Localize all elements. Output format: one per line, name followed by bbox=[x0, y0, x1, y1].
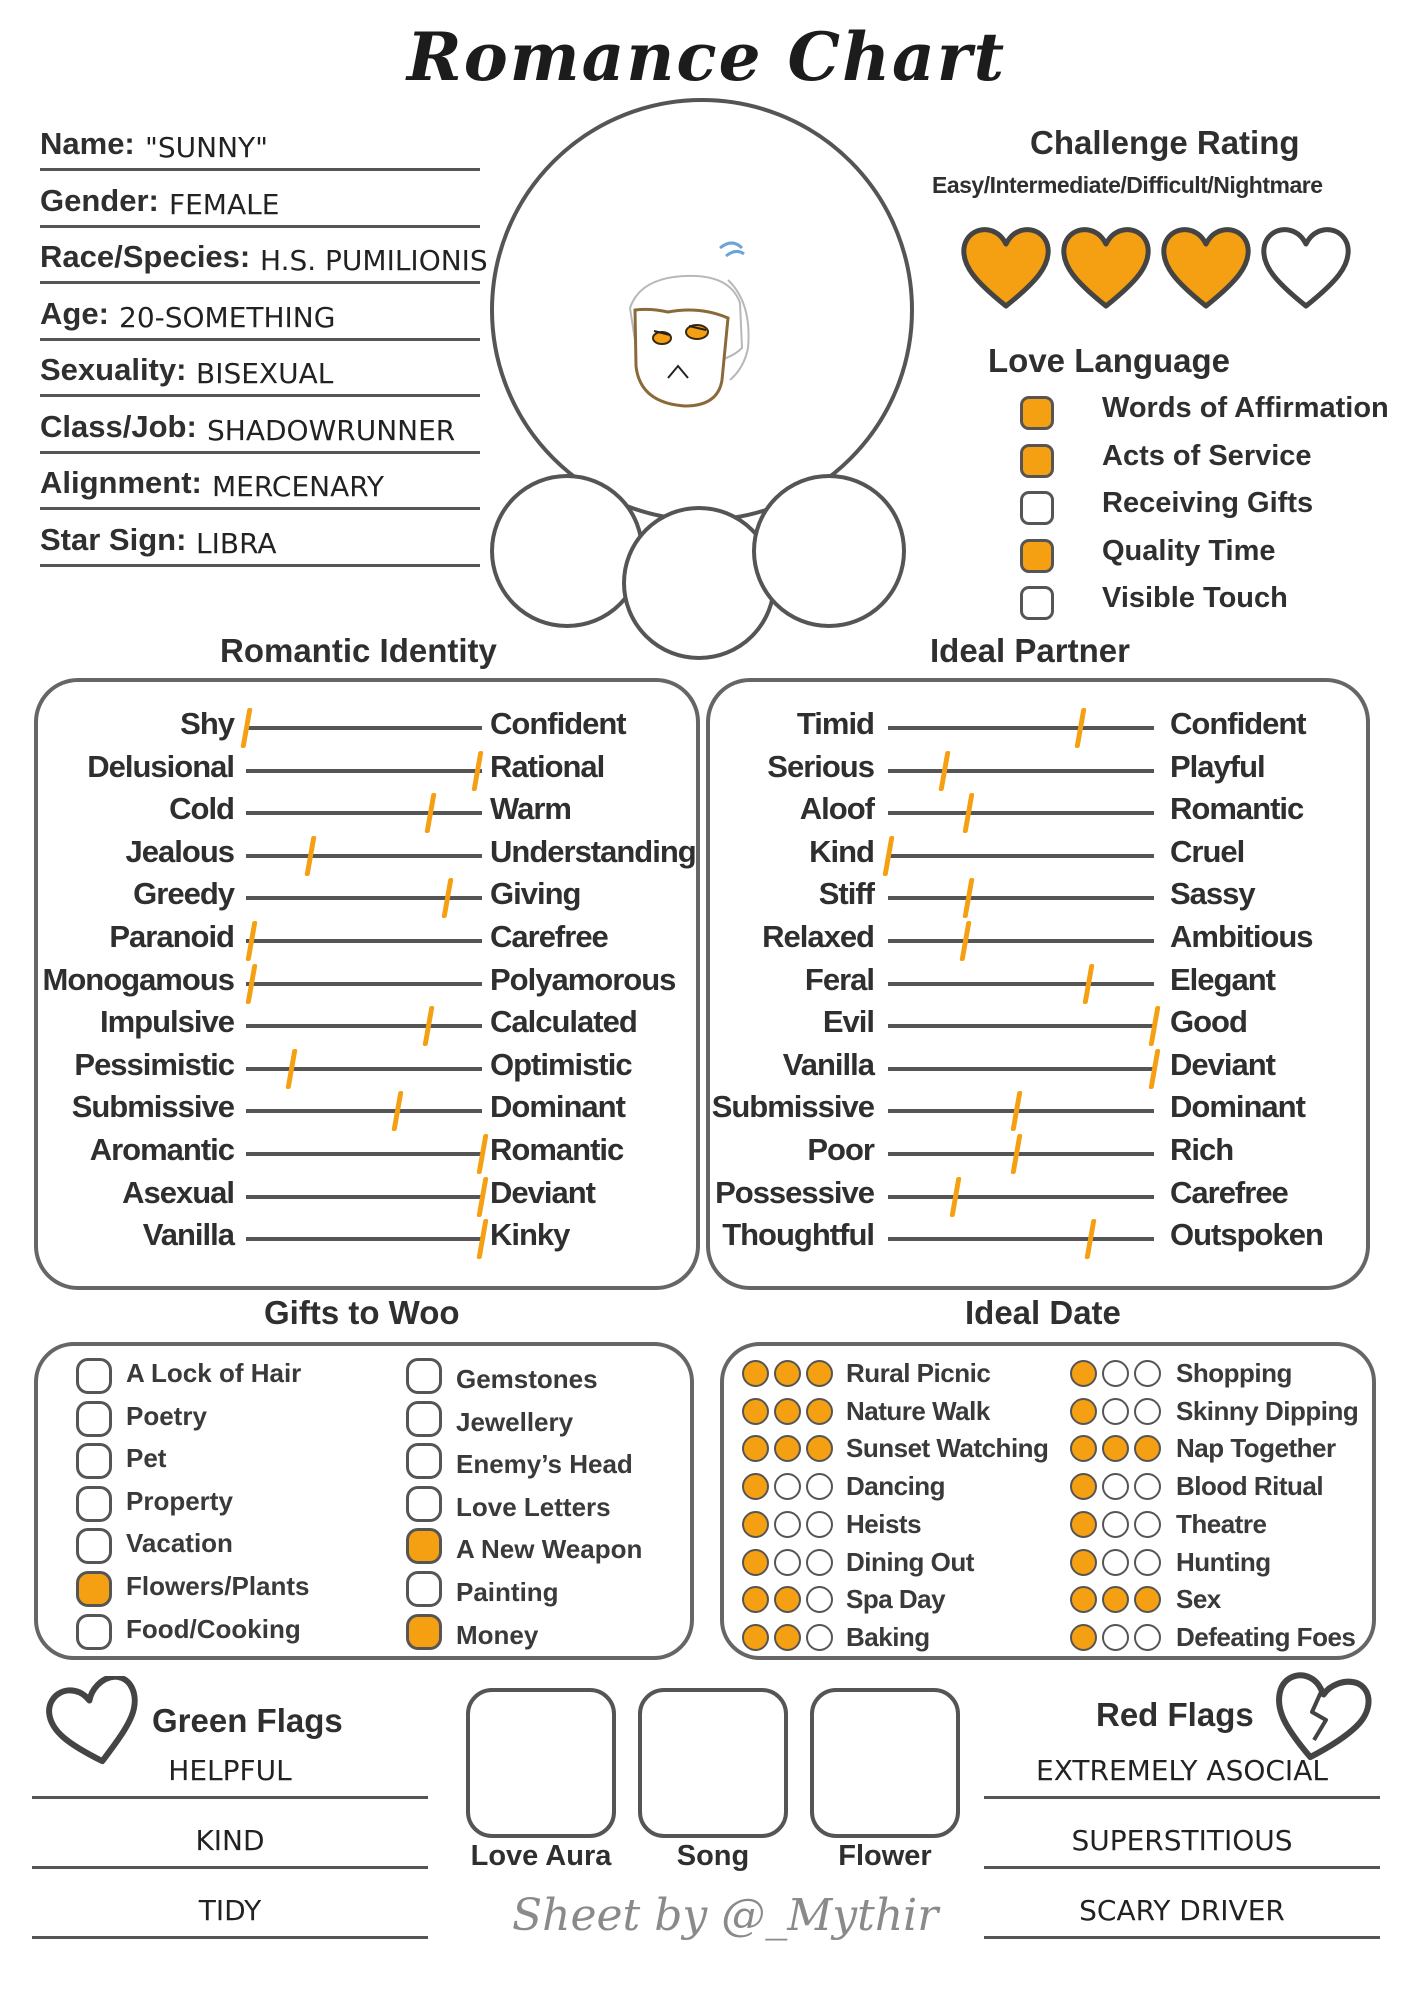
info-label: Gender: bbox=[40, 182, 159, 218]
slider-track[interactable] bbox=[246, 1152, 482, 1156]
date-rating-dot[interactable] bbox=[1134, 1511, 1161, 1538]
date-rating-dot[interactable] bbox=[742, 1511, 769, 1538]
date-rating-dot[interactable] bbox=[1134, 1624, 1161, 1651]
slider-right-label: Good bbox=[1170, 1004, 1247, 1040]
info-label: Alignment: bbox=[40, 465, 202, 500]
date-rating-dot[interactable] bbox=[1134, 1473, 1161, 1500]
gift-label: Jewellery bbox=[456, 1406, 574, 1437]
date-rating-dot[interactable] bbox=[1102, 1624, 1129, 1651]
gift-label: Painting bbox=[456, 1577, 559, 1607]
date-rating-dot[interactable] bbox=[1102, 1473, 1129, 1500]
aura-box[interactable] bbox=[638, 1688, 788, 1838]
date-rating-dot[interactable] bbox=[774, 1586, 801, 1613]
portrait-circle bbox=[490, 98, 914, 522]
slider-right-label: Polyamorous bbox=[490, 961, 676, 997]
slider-track[interactable] bbox=[888, 854, 1154, 858]
slider-right-label: Confident bbox=[490, 706, 626, 741]
date-rating-dot[interactable] bbox=[1102, 1549, 1129, 1576]
slider-track[interactable] bbox=[246, 1195, 482, 1199]
slider-right-label: Deviant bbox=[1170, 1046, 1275, 1082]
slider-left-label: Delusional bbox=[87, 748, 234, 784]
slider-right-label: Confident bbox=[1170, 706, 1306, 741]
slider-track[interactable] bbox=[246, 1109, 482, 1113]
info-label: Class/Job: bbox=[40, 408, 197, 444]
love-language-label: Words of Affirmation bbox=[1102, 392, 1389, 424]
gift-label: Food/Cooking bbox=[126, 1613, 301, 1644]
slider-right-label: Warm bbox=[490, 791, 571, 827]
date-label: Blood Ritual bbox=[1176, 1471, 1324, 1502]
slider-left-label: Vanilla bbox=[782, 1046, 874, 1082]
slider-left-label: Serious bbox=[767, 748, 874, 784]
slider-left-label: Evil bbox=[822, 1004, 874, 1040]
love-language-checkbox[interactable] bbox=[1020, 444, 1054, 478]
date-rating-dot[interactable] bbox=[742, 1586, 769, 1613]
info-label: Sexuality: bbox=[40, 352, 187, 387]
slider-left-label: Kind bbox=[809, 833, 874, 869]
slider-left-label: Relaxed bbox=[762, 919, 874, 954]
flag-line bbox=[984, 1936, 1380, 1939]
date-rating-dot[interactable] bbox=[742, 1360, 769, 1387]
flag-line bbox=[984, 1796, 1380, 1799]
love-language-checkbox[interactable] bbox=[1020, 491, 1054, 525]
slider-track[interactable] bbox=[888, 1152, 1154, 1156]
info-value[interactable]: "SUNNY" bbox=[145, 131, 269, 164]
gift-checkbox[interactable] bbox=[406, 1401, 442, 1437]
slider-right-label: Cruel bbox=[1170, 833, 1245, 869]
challenge-rating-heading: Challenge Rating bbox=[1030, 124, 1300, 161]
gifts-heading: Gifts to Woo bbox=[264, 1294, 460, 1331]
flag-value[interactable]: SCARY DRIVER bbox=[1079, 1894, 1285, 1927]
gift-label: Property bbox=[126, 1485, 233, 1516]
gift-label: A Lock of Hair bbox=[126, 1358, 302, 1388]
date-label: Rural Picnic bbox=[846, 1358, 991, 1388]
slider-right-label: Playful bbox=[1170, 748, 1265, 784]
info-label: Race/Species: bbox=[40, 239, 251, 274]
flag-line bbox=[984, 1866, 1380, 1869]
slider-track[interactable] bbox=[888, 896, 1154, 900]
date-rating-dot[interactable] bbox=[1134, 1586, 1161, 1613]
slider-track[interactable] bbox=[246, 769, 482, 773]
love-language-checkbox[interactable] bbox=[1020, 586, 1054, 620]
broken-heart-icon bbox=[1266, 1668, 1372, 1764]
slider-right-label: Romantic bbox=[490, 1132, 624, 1167]
slider-track[interactable] bbox=[246, 1067, 482, 1071]
slider-track[interactable] bbox=[246, 811, 482, 815]
slider-left-label: Feral bbox=[804, 961, 874, 997]
gift-label: Enemy’s Head bbox=[456, 1449, 633, 1480]
info-row bbox=[40, 508, 480, 567]
info-row bbox=[40, 451, 480, 510]
slider-right-label: Dominant bbox=[490, 1089, 625, 1125]
love-language-label: Visible Touch bbox=[1102, 582, 1288, 614]
slider-track[interactable] bbox=[246, 1237, 482, 1241]
slider-right-label: Kinky bbox=[490, 1217, 570, 1253]
date-rating-dot[interactable] bbox=[742, 1624, 769, 1651]
love-language-checkbox[interactable] bbox=[1020, 396, 1054, 430]
slider-left-label: Cold bbox=[169, 791, 234, 827]
heart-empty-icon[interactable] bbox=[1256, 222, 1356, 312]
info-value[interactable]: MERCENARY bbox=[212, 470, 385, 503]
gift-checkbox[interactable] bbox=[76, 1443, 112, 1479]
gift-checkbox[interactable] bbox=[76, 1528, 112, 1564]
slider-right-label: Rich bbox=[1170, 1132, 1234, 1167]
date-rating-dot[interactable] bbox=[806, 1586, 833, 1613]
character-sketch-icon bbox=[490, 98, 914, 522]
slider-left-label: Possessive bbox=[715, 1174, 874, 1210]
slider-right-label: Sassy bbox=[1170, 876, 1255, 912]
info-row bbox=[40, 338, 480, 397]
heart-filled-icon[interactable] bbox=[1156, 222, 1256, 312]
ideal-date-heading: Ideal Date bbox=[965, 1294, 1121, 1331]
date-rating-dot[interactable] bbox=[774, 1473, 801, 1500]
date-rating-dot[interactable] bbox=[806, 1511, 833, 1538]
heart-filled-icon[interactable] bbox=[1056, 222, 1156, 312]
gift-checkbox[interactable] bbox=[406, 1528, 442, 1564]
slider-left-label: Impulsive bbox=[100, 1004, 234, 1040]
date-label: Skinny Dipping bbox=[1176, 1395, 1359, 1426]
date-label: Nature Walk bbox=[846, 1395, 990, 1426]
slider-track[interactable] bbox=[888, 1024, 1154, 1028]
aura-box-label: Flower bbox=[838, 1840, 932, 1872]
gift-checkbox[interactable] bbox=[406, 1443, 442, 1479]
gift-checkbox[interactable] bbox=[406, 1486, 442, 1522]
info-value[interactable]: FEMALE bbox=[169, 187, 280, 221]
portrait-small-circle-right bbox=[752, 474, 906, 628]
gift-label: Love Letters bbox=[456, 1491, 611, 1522]
challenge-rating-scale: Easy/Intermediate/Difficult/Nightmare bbox=[932, 172, 1323, 198]
date-rating-dot[interactable] bbox=[806, 1398, 833, 1425]
aura-box[interactable] bbox=[810, 1688, 960, 1838]
slider-left-label: Greedy bbox=[133, 876, 234, 912]
slider-left-label: Timid bbox=[796, 706, 874, 741]
info-label: Star Sign: bbox=[40, 521, 187, 557]
slider-right-label: Understanding bbox=[490, 833, 696, 869]
flag-value[interactable]: KIND bbox=[195, 1824, 265, 1857]
date-rating-dot[interactable] bbox=[742, 1398, 769, 1425]
slider-track[interactable] bbox=[246, 726, 482, 730]
slider-left-label: Jealous bbox=[125, 833, 234, 869]
love-language-checkbox[interactable] bbox=[1020, 539, 1054, 573]
info-value[interactable]: BISEXUAL bbox=[196, 357, 334, 390]
sheet-credit: Sheet by @_Mythir bbox=[512, 1890, 939, 1941]
gift-label: Gemstones bbox=[456, 1364, 598, 1394]
gift-label: A New Weapon bbox=[456, 1534, 643, 1565]
slider-track[interactable] bbox=[888, 811, 1154, 815]
date-rating-dot[interactable] bbox=[1102, 1398, 1129, 1425]
heart-filled-icon[interactable] bbox=[956, 222, 1056, 312]
love-language-label: Quality Time bbox=[1102, 534, 1276, 567]
flag-value[interactable]: EXTREMELY ASOCIAL bbox=[1036, 1754, 1328, 1787]
gift-label: Money bbox=[456, 1619, 539, 1650]
date-rating-dot[interactable] bbox=[1070, 1586, 1097, 1613]
slider-track[interactable] bbox=[888, 1195, 1154, 1199]
slider-track[interactable] bbox=[246, 939, 482, 943]
aura-box-label: Song bbox=[676, 1840, 750, 1872]
info-label: Name: bbox=[40, 126, 135, 161]
red-flags-heading: Red Flags bbox=[1096, 1696, 1254, 1733]
date-label: Heists bbox=[846, 1508, 922, 1539]
date-rating-dot[interactable] bbox=[806, 1473, 833, 1500]
slider-left-label: Submissive bbox=[71, 1089, 234, 1125]
slider-track[interactable] bbox=[888, 769, 1154, 773]
flag-line bbox=[32, 1936, 428, 1939]
info-row bbox=[40, 395, 480, 454]
date-rating-dot[interactable] bbox=[1102, 1511, 1129, 1538]
gift-label: Vacation bbox=[126, 1528, 233, 1559]
date-rating-dot[interactable] bbox=[774, 1549, 801, 1576]
date-rating-dot[interactable] bbox=[1070, 1549, 1097, 1576]
slider-track[interactable] bbox=[246, 1024, 482, 1028]
love-language-label: Receiving Gifts bbox=[1102, 487, 1314, 519]
slider-track[interactable] bbox=[888, 1237, 1154, 1241]
flag-value[interactable]: TIDY bbox=[198, 1894, 262, 1927]
date-rating-dot[interactable] bbox=[1070, 1398, 1097, 1425]
gift-checkbox[interactable] bbox=[406, 1614, 442, 1650]
slider-right-label: Rational bbox=[490, 748, 605, 784]
date-rating-dot[interactable] bbox=[1070, 1360, 1097, 1387]
slider-left-label: Asexual bbox=[122, 1174, 234, 1210]
slider-right-label: Romantic bbox=[1170, 791, 1304, 827]
gift-checkbox[interactable] bbox=[406, 1358, 442, 1394]
slider-left-label: Submissive bbox=[711, 1089, 874, 1125]
ideal-partner-heading: Ideal Partner bbox=[930, 632, 1130, 669]
slider-right-label: Carefree bbox=[1170, 1174, 1288, 1210]
date-rating-dot[interactable] bbox=[774, 1398, 801, 1425]
slider-right-label: Deviant bbox=[490, 1174, 595, 1210]
slider-track[interactable] bbox=[888, 1109, 1154, 1113]
date-rating-dot[interactable] bbox=[806, 1360, 833, 1387]
date-rating-dot[interactable] bbox=[774, 1511, 801, 1538]
love-language-label: Acts of Service bbox=[1102, 439, 1312, 472]
gift-checkbox[interactable] bbox=[76, 1614, 112, 1650]
date-label: Theatre bbox=[1176, 1508, 1267, 1539]
date-rating-dot[interactable] bbox=[1134, 1398, 1161, 1425]
green-flags-heading: Green Flags bbox=[152, 1702, 343, 1739]
date-label: Sunset Watching bbox=[846, 1433, 1049, 1464]
date-label: Sex bbox=[1176, 1584, 1221, 1615]
gift-checkbox[interactable] bbox=[76, 1486, 112, 1522]
slider-left-label: Thoughtful bbox=[722, 1217, 874, 1253]
portrait-small-circle-left bbox=[490, 474, 644, 628]
flag-value[interactable]: HELPFUL bbox=[168, 1754, 292, 1787]
date-label: Baking bbox=[846, 1621, 930, 1652]
slider-right-label: Calculated bbox=[490, 1004, 637, 1040]
slider-right-label: Ambitious bbox=[1170, 919, 1313, 954]
slider-track[interactable] bbox=[888, 982, 1154, 986]
date-rating-dot[interactable] bbox=[1070, 1473, 1097, 1500]
info-row bbox=[40, 282, 480, 341]
aura-box-label: Love Aura bbox=[470, 1840, 612, 1872]
slider-left-label: Shy bbox=[180, 706, 234, 741]
gift-checkbox[interactable] bbox=[406, 1571, 442, 1607]
date-rating-dot[interactable] bbox=[1134, 1360, 1161, 1387]
date-rating-dot[interactable] bbox=[742, 1549, 769, 1576]
info-value[interactable]: 20-SOMETHING bbox=[119, 300, 336, 334]
romantic-identity-heading: Romantic Identity bbox=[220, 632, 497, 669]
date-rating-dot[interactable] bbox=[1102, 1360, 1129, 1387]
date-rating-dot[interactable] bbox=[1102, 1586, 1129, 1613]
info-row bbox=[40, 225, 488, 284]
info-value[interactable]: LIBRA bbox=[196, 526, 277, 560]
slider-left-label: Aromantic bbox=[89, 1132, 234, 1167]
date-label: Shopping bbox=[1176, 1358, 1292, 1388]
date-rating-dot[interactable] bbox=[742, 1473, 769, 1500]
slider-left-label: Stiff bbox=[818, 876, 874, 912]
date-rating-dot[interactable] bbox=[1070, 1624, 1097, 1651]
love-language-heading: Love Language bbox=[988, 342, 1231, 379]
gift-checkbox[interactable] bbox=[76, 1571, 112, 1607]
slider-left-label: Aloof bbox=[799, 791, 874, 827]
info-row bbox=[40, 112, 480, 171]
date-label: Spa Day bbox=[846, 1584, 946, 1615]
portrait-small-circle-middle bbox=[622, 506, 776, 660]
date-label: Hunting bbox=[1176, 1546, 1271, 1577]
flag-line bbox=[32, 1796, 428, 1799]
slider-track[interactable] bbox=[888, 1067, 1154, 1071]
info-row bbox=[40, 169, 480, 228]
slider-left-label: Poor bbox=[807, 1132, 874, 1167]
gift-label: Poetry bbox=[126, 1400, 207, 1431]
flag-line bbox=[32, 1866, 428, 1869]
slider-right-label: Carefree bbox=[490, 919, 608, 954]
slider-right-label: Outspoken bbox=[1170, 1217, 1323, 1253]
slider-left-label: Pessimistic bbox=[74, 1046, 234, 1082]
slider-right-label: Elegant bbox=[1170, 961, 1275, 997]
gift-checkbox[interactable] bbox=[76, 1401, 112, 1437]
slider-track[interactable] bbox=[888, 726, 1154, 730]
gift-checkbox[interactable] bbox=[76, 1358, 112, 1394]
slider-right-label: Giving bbox=[490, 876, 581, 912]
slider-right-label: Dominant bbox=[1170, 1089, 1305, 1125]
slider-left-label: Vanilla bbox=[142, 1217, 234, 1253]
date-label: Defeating Foes bbox=[1176, 1621, 1356, 1652]
flag-value[interactable]: SUPERSTITIOUS bbox=[1071, 1824, 1293, 1857]
date-rating-dot[interactable] bbox=[1134, 1549, 1161, 1576]
gift-label: Pet bbox=[126, 1443, 167, 1474]
date-rating-dot[interactable] bbox=[806, 1549, 833, 1576]
slider-track[interactable] bbox=[246, 982, 482, 986]
slider-left-label: Paranoid bbox=[109, 919, 234, 954]
aura-box[interactable] bbox=[466, 1688, 616, 1838]
date-rating-dot[interactable] bbox=[774, 1360, 801, 1387]
date-rating-dot[interactable] bbox=[1070, 1511, 1097, 1538]
date-rating-dot[interactable] bbox=[806, 1624, 833, 1651]
info-value[interactable]: SHADOWRUNNER bbox=[207, 413, 456, 447]
slider-left-label: Monogamous bbox=[42, 961, 234, 997]
slider-track[interactable] bbox=[246, 854, 482, 858]
info-label: Age: bbox=[40, 295, 109, 331]
slider-track[interactable] bbox=[888, 939, 1154, 943]
page-title: Romance Chart bbox=[406, 18, 1007, 96]
date-rating-dot[interactable] bbox=[774, 1624, 801, 1651]
slider-right-label: Optimistic bbox=[490, 1046, 632, 1082]
date-label: Dining Out bbox=[846, 1546, 974, 1577]
date-label: Dancing bbox=[846, 1471, 946, 1502]
date-label: Nap Together bbox=[1176, 1433, 1336, 1464]
info-value[interactable]: H.S. PUMILIONIS bbox=[260, 244, 488, 277]
gift-label: Flowers/Plants bbox=[126, 1571, 310, 1601]
